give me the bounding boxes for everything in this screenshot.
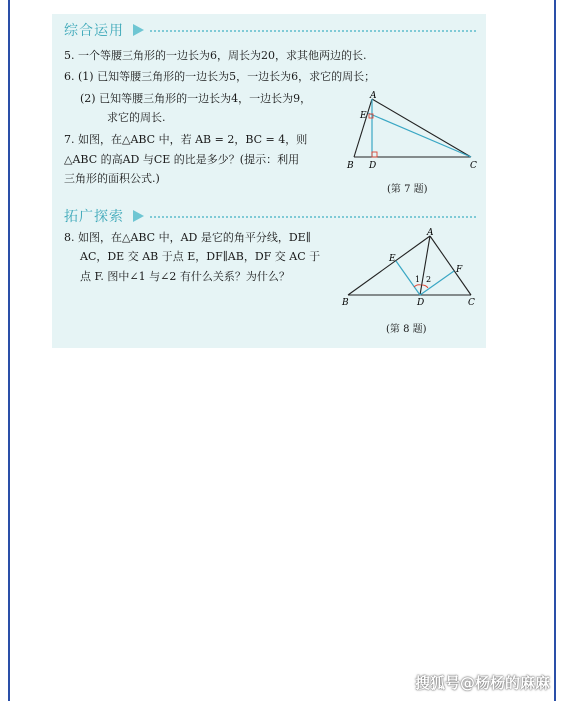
fig8-label-a: A bbox=[427, 228, 434, 238]
figure-8-caption: (第 8 题) bbox=[386, 324, 427, 335]
fig8-label-angle-2: 2 bbox=[426, 275, 432, 284]
section-title-extension: 拓广探索 bbox=[64, 209, 124, 225]
problem-8-line-2: AC，DE 交 AB 于点 E，DF∥AB，DF 交 AC 于 bbox=[80, 250, 321, 263]
fig7-side-ab bbox=[354, 99, 372, 157]
fig8-label-angle-1: 1 bbox=[415, 275, 421, 284]
fig8-angle-2-arc bbox=[422, 285, 428, 288]
problem-6-line-3: 求它的周长. bbox=[107, 111, 166, 124]
section-divider bbox=[150, 30, 476, 32]
fig8-label-e: E bbox=[389, 254, 396, 264]
fig7-label-d: D bbox=[369, 161, 377, 171]
fig7-label-a: A bbox=[370, 91, 377, 101]
problem-8-line-1: 8. 如图，在△ABC 中，AD 是它的角平分线，DE∥ bbox=[64, 231, 311, 244]
fig8-angle-1-arc bbox=[414, 285, 421, 287]
problem-7-line-1: 7. 如图，在△ABC 中，若 AB = 2，BC = 4，则 bbox=[64, 133, 308, 146]
fig7-altitude-ce bbox=[368, 113, 471, 157]
fig8-label-d: D bbox=[417, 298, 425, 308]
section-arrow-icon bbox=[133, 210, 144, 222]
section-title-comprehensive: 综合运用 bbox=[64, 23, 124, 39]
problem-6-line-1: 6. (1) 已知等腰三角形的一边长为5，一边长为6，求它的周长； bbox=[64, 70, 376, 83]
fig8-bisector-ad bbox=[420, 236, 430, 295]
fig7-right-angle-d bbox=[372, 152, 377, 157]
figure-8-diagram bbox=[338, 226, 483, 312]
fig7-label-b: B bbox=[347, 161, 354, 171]
fig7-label-e: E bbox=[360, 111, 367, 121]
section-arrow-icon bbox=[133, 24, 144, 36]
problem-5: 5. 一个等腰三角形的一边长为6，周长为20，求其他两边的长. bbox=[64, 49, 367, 62]
watermark: 搜狐号@杨杨的麻麻 bbox=[414, 674, 550, 692]
problem-6-line-2: (2) 已知等腰三角形的一边长为4，一边长为9， bbox=[80, 92, 312, 105]
section-divider bbox=[150, 216, 476, 218]
figure-7-caption: (第 7 题) bbox=[387, 184, 428, 195]
problem-8-line-3: 点 F. 图中∠1 与∠2 有什么关系？为什么？ bbox=[80, 270, 290, 283]
problem-7-line-3: 三角形的面积公式.) bbox=[64, 172, 160, 185]
fig8-side-ac bbox=[430, 236, 471, 295]
fig8-label-b: B bbox=[342, 298, 349, 308]
fig8-label-c: C bbox=[468, 298, 475, 308]
problem-7-line-2: △ABC 的高AD 与CE 的比是多少？(提示：利用 bbox=[64, 153, 300, 166]
fig8-side-ab bbox=[348, 236, 430, 295]
figure-7-diagram bbox=[340, 90, 485, 185]
fig7-label-c: C bbox=[470, 161, 477, 171]
fig7-side-ac bbox=[372, 99, 471, 157]
fig8-label-f: F bbox=[456, 265, 463, 275]
